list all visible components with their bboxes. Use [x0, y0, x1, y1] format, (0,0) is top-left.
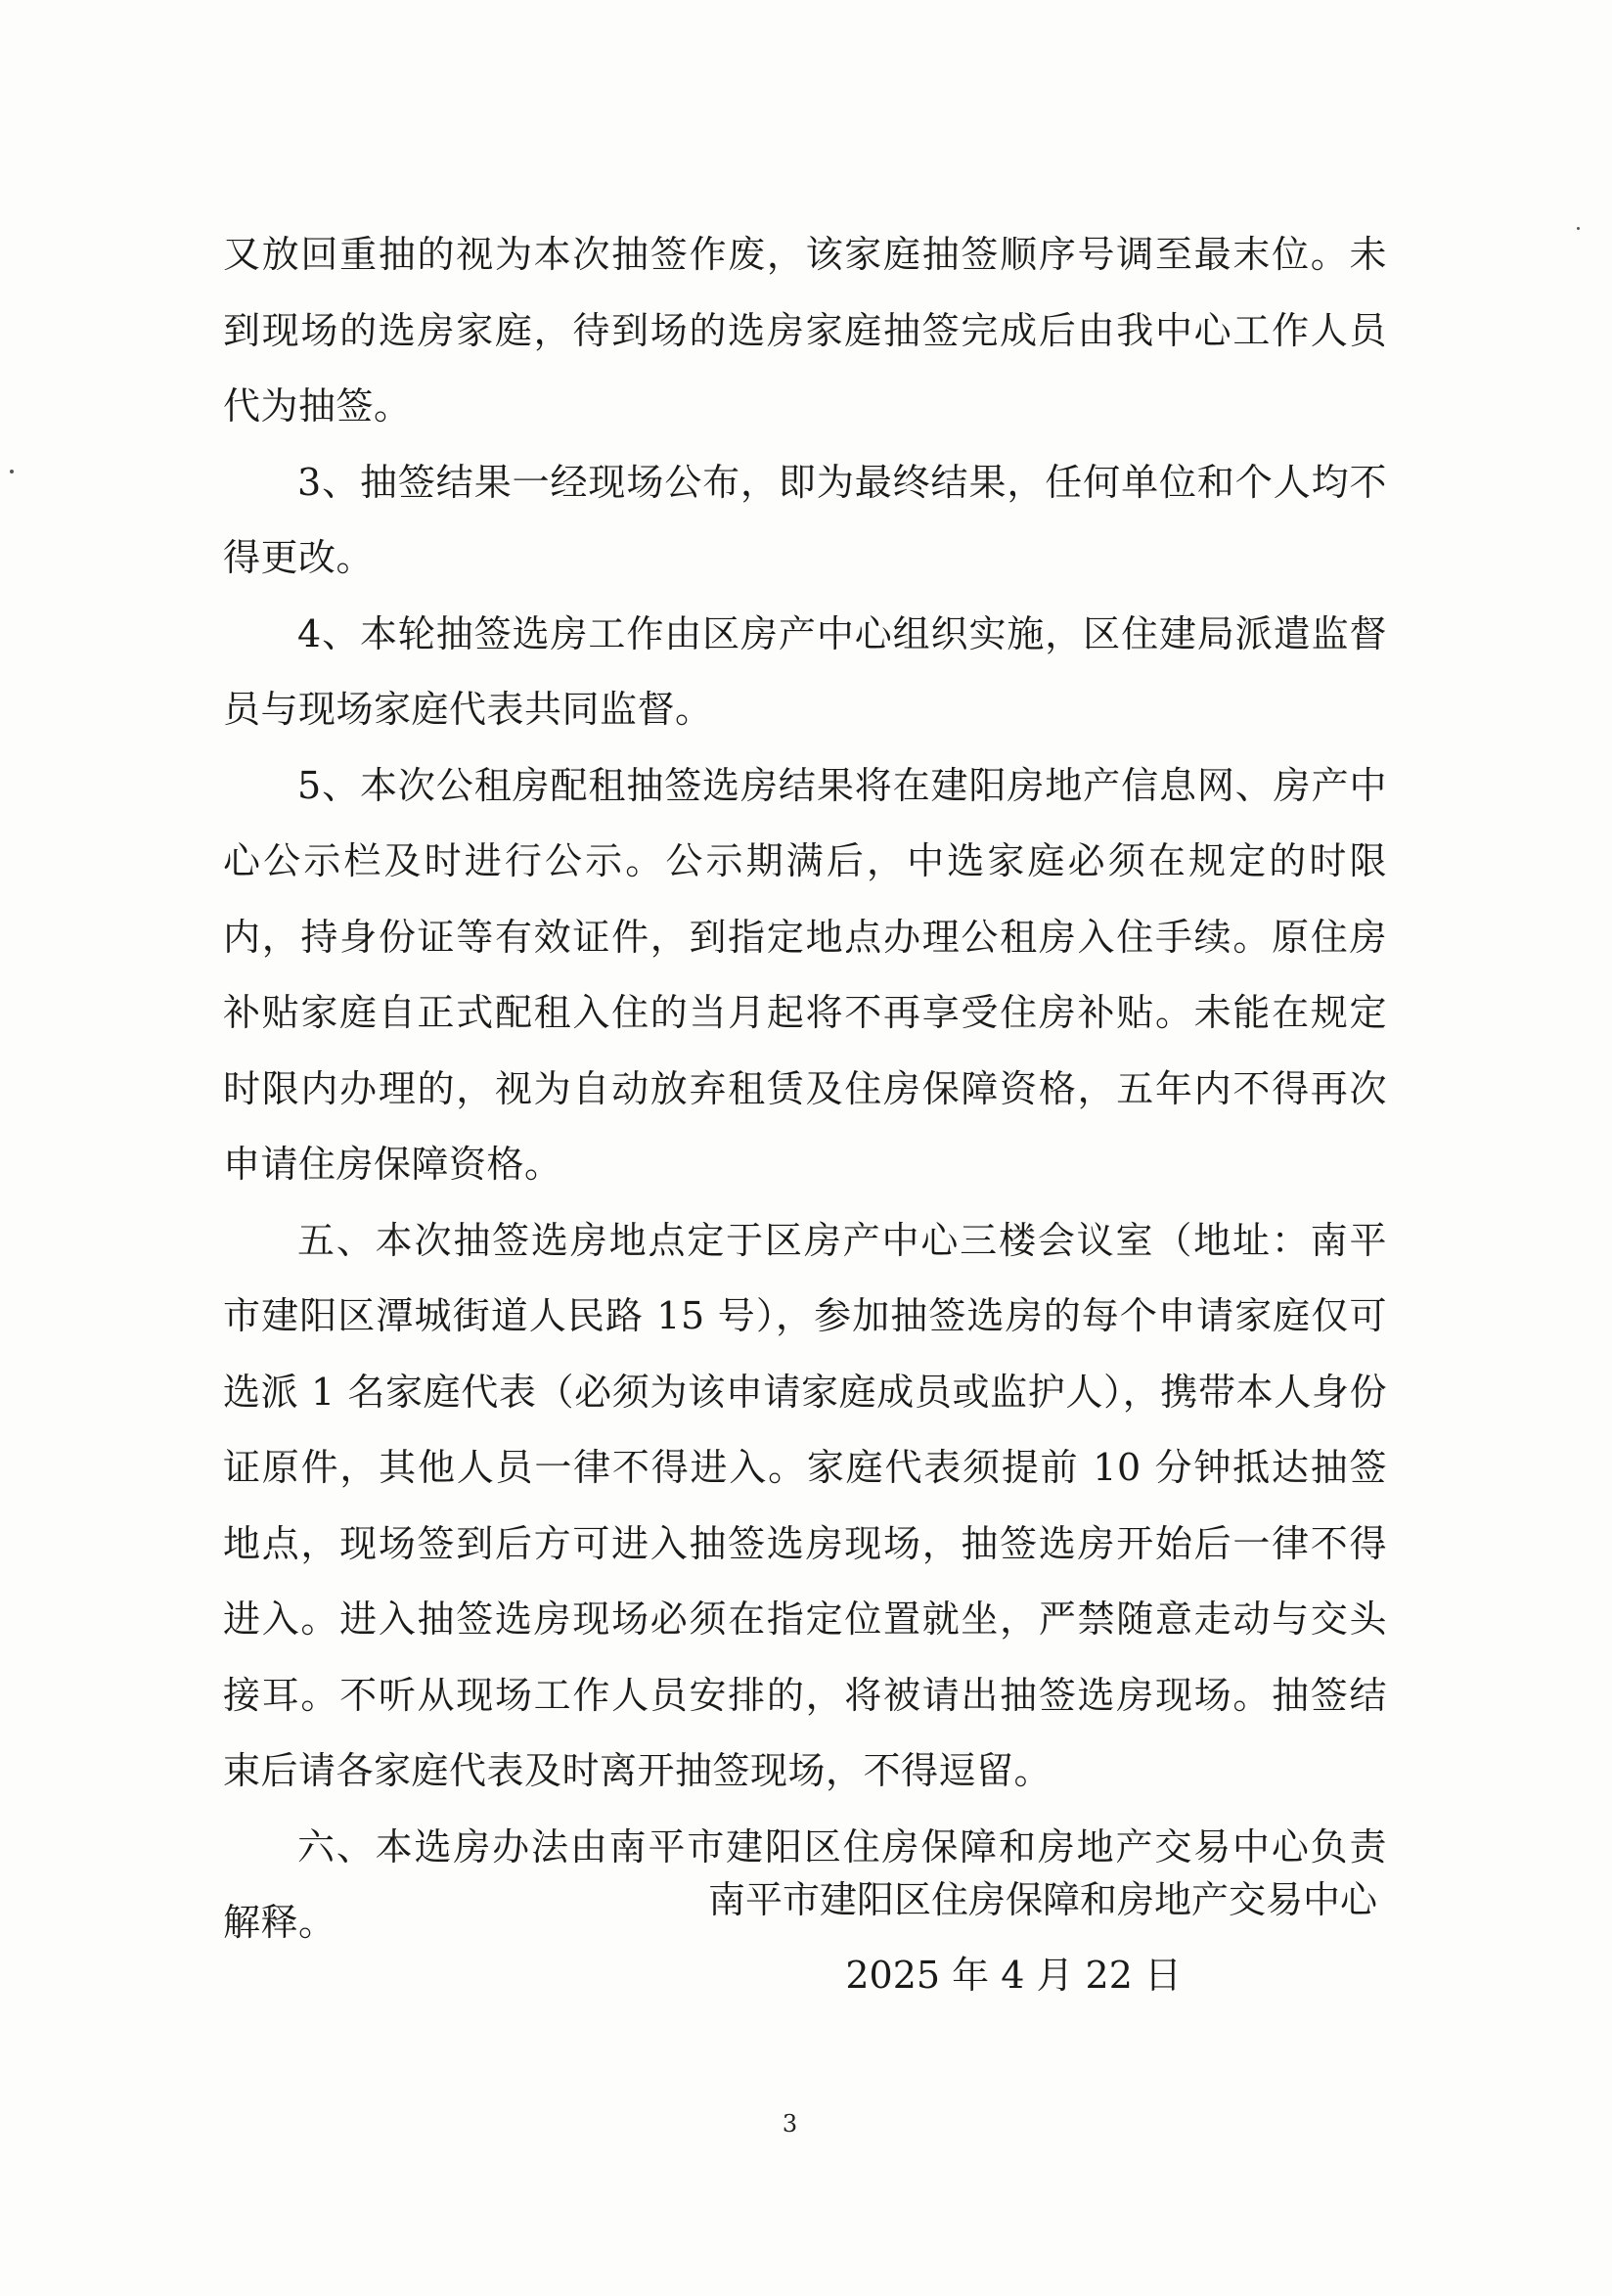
signature-date: 2025 年 4 月 22 日: [845, 1954, 1182, 1997]
paragraph-section-5-location: 五、本次抽签选房地点定于区房产中心三楼会议室（地址：南平市建阳区潭城街道人民路 15 号），参加抽签选房的每个申请家庭仅可选派 1 名家庭代表（必须为该申请家庭成员或监护人），携带本人身份证原件，其他人员一律不得进入。家庭代表须提前 10 分钟抵达抽签地点，现场签到后方可进入抽签选房现场，抽签选房开始后一律不得进入。进入抽签选房现场必须在指定位置就坐，严禁随意走动与交头接耳。不听从现场工作人员安排的，将被请出抽签选房现场。抽签结束后请各家庭代表及时离开抽签现场，不得逗留。: [223, 1218, 1387, 1792]
paragraph-item-3-final-result: 3、抽签结果一经现场公布，即为最终结果，任何单位和个人均不得更改。: [223, 460, 1387, 579]
scan-speck-mark: [10, 470, 14, 473]
page-number: 3: [782, 2110, 798, 2138]
paragraph-item-5-publication: 5、本次公租房配租抽签选房结果将在建阳房地产信息网、房产中心公示栏及时进行公示。公示期满后，中选家庭必须在规定的时限内，持身份证等有效证件，到指定地点办理公租房入住手续。原住房补贴家庭自正式配租入住的当月起将不再享受住房补贴。未能在规定时限内办理的，视为自动放弃租赁及住房保障资格，五年内不得再次申请住房保障资格。: [223, 763, 1387, 1186]
document-body: [223, 217, 1387, 1961]
paragraph-item-4-supervision: 4、本轮抽签选房工作由区房产中心组织实施，区住建局派遣监督员与现场家庭代表共同监督。: [223, 611, 1387, 731]
signature-organization: 南平市建阳区住房保障和房地产交易中心: [707, 1878, 1377, 1921]
scan-speck-mark: [1577, 227, 1580, 230]
paragraph-lottery-redraw: 又放回重抽的视为本次抽签作废，该家庭抽签顺序号调至最末位。未到现场的选房家庭，待到场的选房家庭抽签完成后由我中心工作人员代为抽签。: [223, 233, 1387, 428]
paragraph-section-6-interpretation: 六、本选房办法由南平市建阳区住房保障和房地产交易中心负责解释。: [223, 1824, 1387, 1944]
